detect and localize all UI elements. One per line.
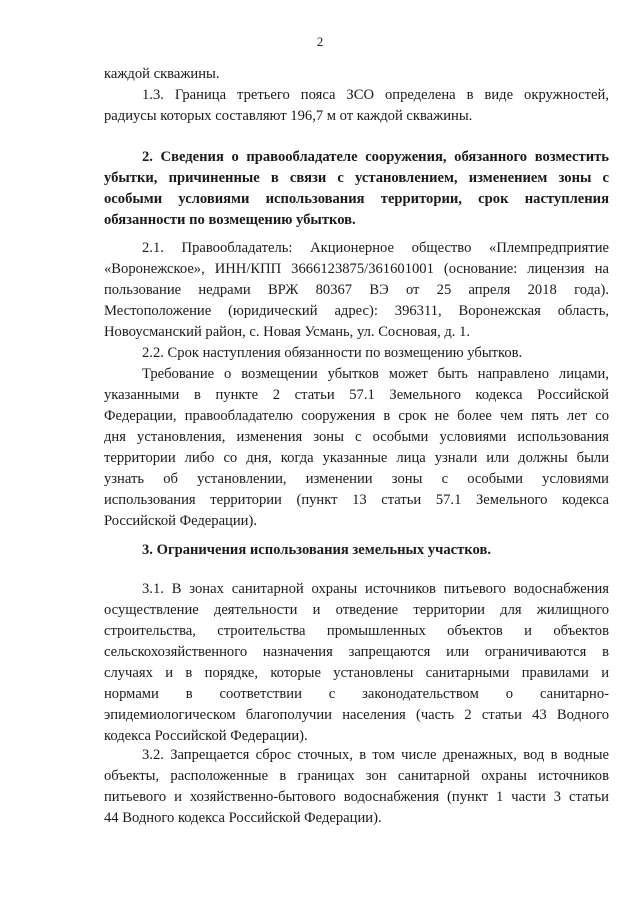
text-line: указанными в пункте 2 статьи 57.1 Земельного кодекса Российской (104, 387, 609, 403)
text-line: территории либо со дня, когда указанные лица узнали или должны были (104, 450, 609, 466)
text-line: 3.1. В зонах санитарной охраны источников питьевого водоснабжения (142, 581, 609, 597)
text-line: случаях и в порядке, которые установлены санитарными правилами и (104, 665, 609, 681)
text-line: эпидемиологическом благополучии населения (часть 2 статьи 43 Водного (104, 707, 609, 723)
text-line: Местоположение (юридический адрес): 396311, Воронежская область, (104, 303, 609, 319)
heading-line: особыми условиями использования территории, срок наступления (104, 191, 609, 207)
text-line: нормами в соответствии с законодательством о санитарно- (104, 686, 609, 702)
text-line: Требование о возмещении убытков может быть направлено лицами, (142, 366, 609, 382)
text-line: объекты, расположенные в границах зон санитарной охраны источников (104, 768, 609, 784)
text-line: Российской Федерации). (104, 513, 257, 529)
text-line: 2.2. Срок наступления обязанности по возмещению убытков. (142, 345, 523, 361)
text-line: строительства, строительства промышленных объектов и объектов (104, 623, 609, 639)
text-line: Федерации, правообладателю сооружения в срок не более чем пять лет со (104, 408, 609, 424)
text-line: использования территории (пункт 13 статьи 57.1 Земельного кодекса (104, 492, 609, 508)
heading-line: 2. Сведения о правообладателе сооружения, обязанного возместить (142, 149, 609, 165)
text-line: радиусы которых составляют 196,7 м от каждой скважины. (104, 108, 473, 124)
text-line: 1.3. Граница третьего пояса ЗСО определена в виде окружностей, (142, 87, 609, 103)
text-line: осуществление деятельности и отведение территории для жилищного (104, 602, 609, 618)
paragraph-3-2 (104, 745, 609, 829)
text-line: Новоусманский район, с. Новая Усмань, ул. Сосновая, д. 1. (104, 324, 471, 340)
text-line: 3.2. Запрещается сброс сточных, в том числе дренажных, вод в водные (142, 747, 609, 763)
text-line: дня установления, изменения зоны с особыми условиями использования (104, 429, 609, 445)
text-line: пользование недрами ВРЖ 80367 ВЭ от 25 апреля 2018 года). (104, 282, 609, 298)
paragraph-2-2 (104, 343, 609, 364)
heading-line: 3. Ограничения использования земельных участков. (142, 542, 491, 558)
heading-line: убытки, причиненные в связи с установлением, изменением зоны с (104, 170, 609, 186)
text-line: питьевого и хозяйственно-бытового водоснабжения (пункт 1 части 3 статьи (104, 789, 609, 805)
text-line: 44 Водного кодекса Российской Федерации). (104, 810, 382, 826)
heading-line: обязанности по возмещению убытков. (104, 212, 356, 228)
section-3-heading (104, 540, 609, 561)
page-number: 2 (316, 34, 324, 49)
text-line: «Воронежское», ИНН/КПП 3666123875/361601001 (основание: лицензия на (104, 261, 609, 277)
paragraph-3-1 (104, 579, 609, 747)
text-line: 2.1. Правообладатель: Акционерное общество «Племпредприятие (142, 240, 609, 256)
text-line: каждой скважины. (104, 66, 220, 82)
text-line: кодекса Российской Федерации). (104, 728, 308, 744)
section-2-heading (104, 147, 609, 231)
paragraph-1-3 (104, 64, 609, 127)
paragraph-2-1 (104, 238, 609, 343)
text-line: узнать об установлении, изменении зоны с особыми условиями (104, 471, 609, 487)
text-line: сельскохозяйственного назначения запрещаются или ограничиваются в (104, 644, 609, 660)
paragraph-2-2-body (104, 364, 609, 532)
